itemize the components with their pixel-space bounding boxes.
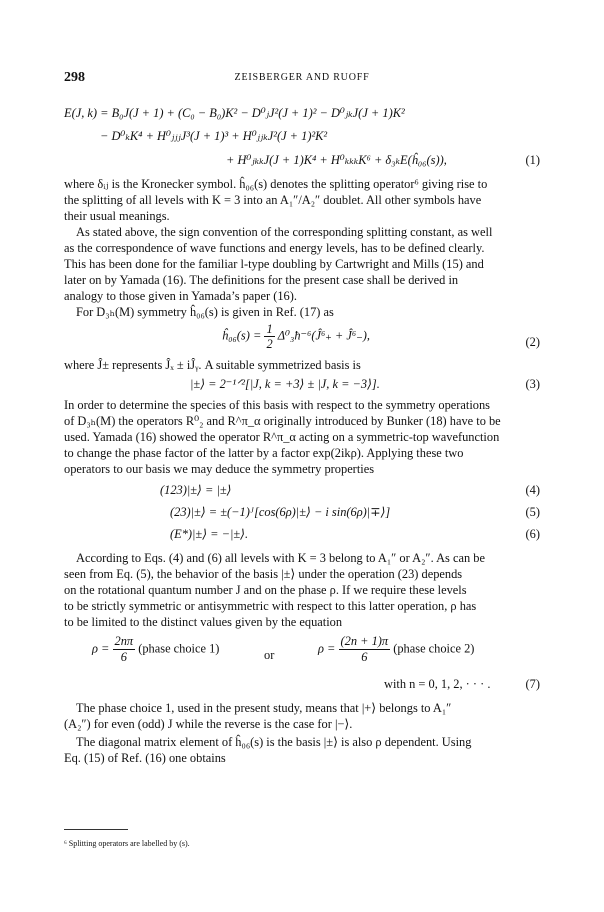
equation-7-choice-1-label: (phase choice 1) — [138, 641, 220, 656]
equation-4-number: (4) — [525, 483, 540, 497]
equation-2-fraction-denominator: 2 — [266, 337, 273, 351]
equation-1-line-1: E(J, k) = B₀J(J + 1) + (C₀ − B₀)K² − D⁰ⱼJ²(J + 1)² − D⁰ⱼₖJ(J + 1)K² — [64, 106, 405, 120]
equation-7-tail: with n = 0, 1, 2, · · · . — [384, 677, 491, 691]
equation-7-choice-1 — [92, 634, 219, 665]
paragraph-6-line: seen from Eq. (5), the behavior of the basis |±⟩ under the operation (23) depends — [64, 567, 463, 581]
equation-2-fraction — [264, 322, 274, 351]
paragraph-2-line: as the correspondence of wave functions and energy levels, has to be defined clearly. — [64, 241, 485, 255]
paragraph-4-line: where Ĵ± represents Ĵₓ ± iĴᵧ. A suitable symmetrized basis is — [64, 358, 361, 372]
paragraph-5-line: used. Yamada (16) showed the operator R^π_α acting on a symmetric-top wavefunction — [64, 430, 500, 444]
equation-7-or: or — [264, 648, 275, 662]
equation-3: |±⟩ = 2⁻¹ᐟ²[|J, k = +3⟩ ± |J, k = −3⟩]. — [190, 377, 380, 391]
running-head: ZEISBERGER AND RUOFF — [234, 72, 370, 83]
equation-7-choice-2-label: (phase choice 2) — [393, 641, 475, 656]
equation-7-fraction-1 — [113, 634, 136, 665]
equation-5-number: (5) — [525, 505, 540, 519]
equation-2-fraction-numerator: 1 — [266, 322, 273, 336]
paragraph-5-line: to change the phase factor of the latter by a factor exp(2ikρ). Applying these two — [64, 446, 464, 460]
paragraph-5-line: In order to determine the species of this basis with respect to the symmetry operations — [64, 398, 490, 412]
equation-7-fraction-1-numerator: 2nπ — [114, 634, 134, 648]
equation-2-number: (2) — [525, 335, 540, 349]
paragraph-6-line: to be strictly symmetric or antisymmetric with respect to this latter operation, ρ has — [64, 599, 477, 613]
equation-6-number: (6) — [525, 527, 540, 541]
equation-7-fraction-2-denominator: 6 — [361, 650, 368, 664]
paragraph-6-line: to be limited to the distinct values given by the equation — [64, 615, 343, 629]
equation-2-lhs: ĥ₀₆(s) = — [222, 328, 265, 343]
paragraph-7-line: The phase choice 1, used in the present study, means that |+⟩ belongs to A₁″ — [76, 701, 452, 715]
equation-7-rho-2: ρ = — [318, 641, 339, 656]
paragraph-1-line: the splitting of all levels with K = 3 into an A₁″/A₂″ doublet. All other symbols have — [64, 193, 482, 207]
paragraph-3-line: For D₃ₕ(M) symmetry ĥ₀₆(s) is given in Ref. (17) as — [76, 305, 334, 319]
paragraph-6-line: on the rotational quantum number J and on the phase ρ. If we require these levels — [64, 583, 467, 597]
page-number: 298 — [64, 70, 85, 85]
equation-1-number: (1) — [525, 153, 540, 167]
paragraph-5-line: of D₃ₕ(M) the operators R⁰₂ and R^π_α originally introduced by Bunker (18) have to be — [64, 414, 501, 428]
paragraph-8-line: The diagonal matrix element of ĥ₀₆(s) is the basis |±⟩ is also ρ dependent. Using — [76, 735, 472, 749]
paragraph-8-line: Eq. (15) of Ref. (16) one obtains — [64, 751, 226, 765]
page-header — [64, 70, 540, 90]
equation-5: (23)|±⟩ = ±(−1)ᴶ[cos(6ρ)|±⟩ − i sin(6ρ)|∓⟩] — [170, 505, 391, 519]
paragraph-1-line: where δᵢⱼ is the Kronecker symbol. ĥ₀₆(s) denotes the splitting operator⁶ giving rise to — [64, 177, 488, 191]
footnote: ⁶ Splitting operators are labelled by (s). — [64, 839, 190, 848]
equation-2 — [222, 322, 370, 351]
equation-6: (E*)|±⟩ = −|±⟩. — [170, 527, 249, 541]
equation-7-fraction-2 — [339, 634, 391, 665]
equation-7-fraction-1-denominator: 6 — [120, 650, 127, 664]
equation-2-rhs: Δ⁰₃ħ⁻⁶(Ĵ⁶₊ + Ĵ⁶₋), — [277, 328, 370, 343]
paragraph-2-line: later on by Yamada (16). The definitions for the present case shall be derived in — [64, 273, 459, 287]
equation-4: (123)|±⟩ = |±⟩ — [160, 483, 232, 497]
equation-7-choice-2 — [318, 634, 474, 665]
equation-1-line-2: − D⁰ₖK⁴ + H⁰ⱼⱼⱼJ³(J + 1)³ + H⁰ⱼⱼₖJ²(J + 1)²K² — [100, 129, 328, 143]
equation-1-line-3: + H⁰ⱼₖₖJ(J + 1)K⁴ + H⁰ₖₖₖK⁶ + δ₃ₖE(ĥ₀₆(s)), — [226, 153, 447, 167]
paragraph-5-line: operators to our basis we may deduce the symmetry properties — [64, 462, 375, 476]
paragraph-6-line: According to Eqs. (4) and (6) all levels with K = 3 belong to A₁″ or A₂″. As can be — [76, 551, 485, 565]
equation-7-fraction-2-numerator: (2n + 1)π — [340, 634, 389, 648]
paragraph-2-line: This has been done for the familiar l-type doubling by Cartwright and Mills (15) and — [64, 257, 484, 271]
footnote-rule — [64, 829, 128, 830]
paragraph-2-line: analogy to those given in Yamada’s paper (16). — [64, 289, 297, 303]
equation-7-rho-1: ρ = — [92, 641, 113, 656]
paragraph-7-line: (A₂″) for even (odd) J while the reverse is the case for |−⟩. — [64, 717, 353, 731]
equation-3-number: (3) — [525, 377, 540, 391]
equation-7-number: (7) — [525, 677, 540, 691]
paragraph-2-line: As stated above, the sign convention of the corresponding splitting constant, as well — [76, 225, 493, 239]
paragraph-1-line: their usual meanings. — [64, 209, 170, 223]
